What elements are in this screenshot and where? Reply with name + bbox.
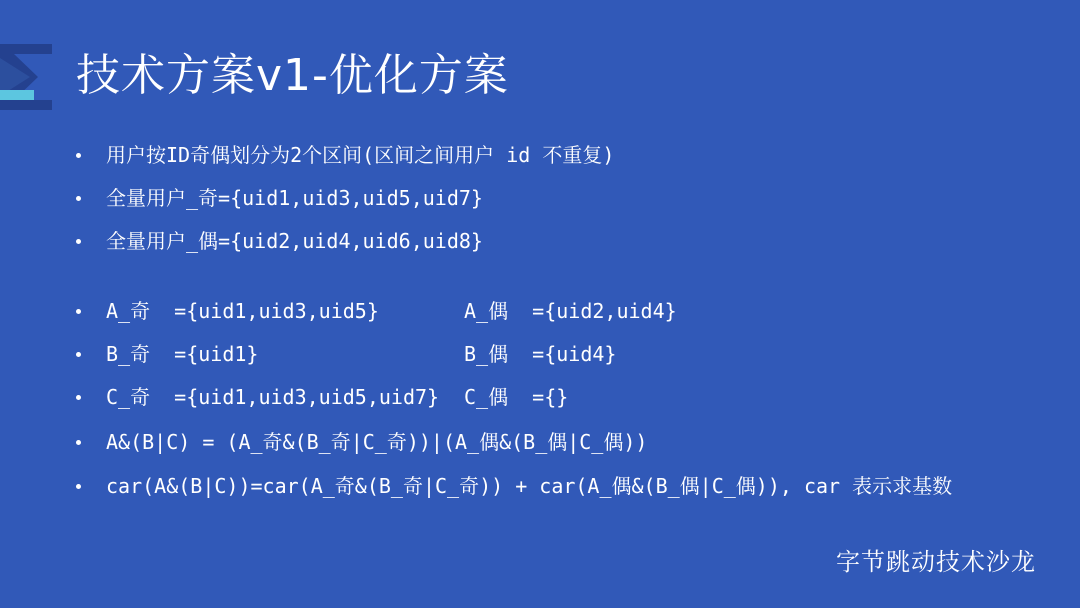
set-even: A_偶 ={uid2,uid4}	[464, 299, 677, 323]
bullet-dot-icon	[76, 239, 81, 244]
formula-text: car(A&(B|C))=car(A_奇&(B_奇|C_奇)) + car(A_偶&(B_偶|C_偶)), car 表示求基数	[106, 474, 953, 498]
bullet-text: 用户按ID奇偶划分为2个区间(区间之间用户 id 不重复)	[106, 143, 615, 167]
bullet-dot-icon	[76, 352, 81, 357]
bullet-dot-icon	[76, 153, 81, 158]
bullet-dot-icon	[76, 484, 81, 489]
bullet-dot-icon	[76, 395, 81, 400]
set-even: B_偶 ={uid4}	[464, 342, 617, 366]
bullet-dot-icon	[76, 440, 81, 445]
slide-title: 技术方案v1-优化方案	[76, 50, 509, 101]
bullet-dot-icon	[76, 309, 81, 314]
brand-footer: 字节跳动技术沙龙	[836, 548, 1036, 576]
set-odd: C_奇 ={uid1,uid3,uid5,uid7}	[106, 385, 440, 409]
bullet-dot-icon	[76, 196, 81, 201]
bullet-text: 全量用户_偶={uid2,uid4,uid6,uid8}	[106, 229, 483, 253]
set-odd: B_奇 ={uid1}	[106, 342, 259, 366]
formula-text: A&(B|C) = (A_奇&(B_奇|C_奇))|(A_偶&(B_偶|C_偶))	[106, 430, 648, 454]
set-even: C_偶 ={}	[464, 385, 569, 409]
logo-mark-icon	[0, 44, 52, 110]
set-odd: A_奇 ={uid1,uid3,uid5}	[106, 299, 379, 323]
bullet-text: 全量用户_奇={uid1,uid3,uid5,uid7}	[106, 186, 483, 210]
